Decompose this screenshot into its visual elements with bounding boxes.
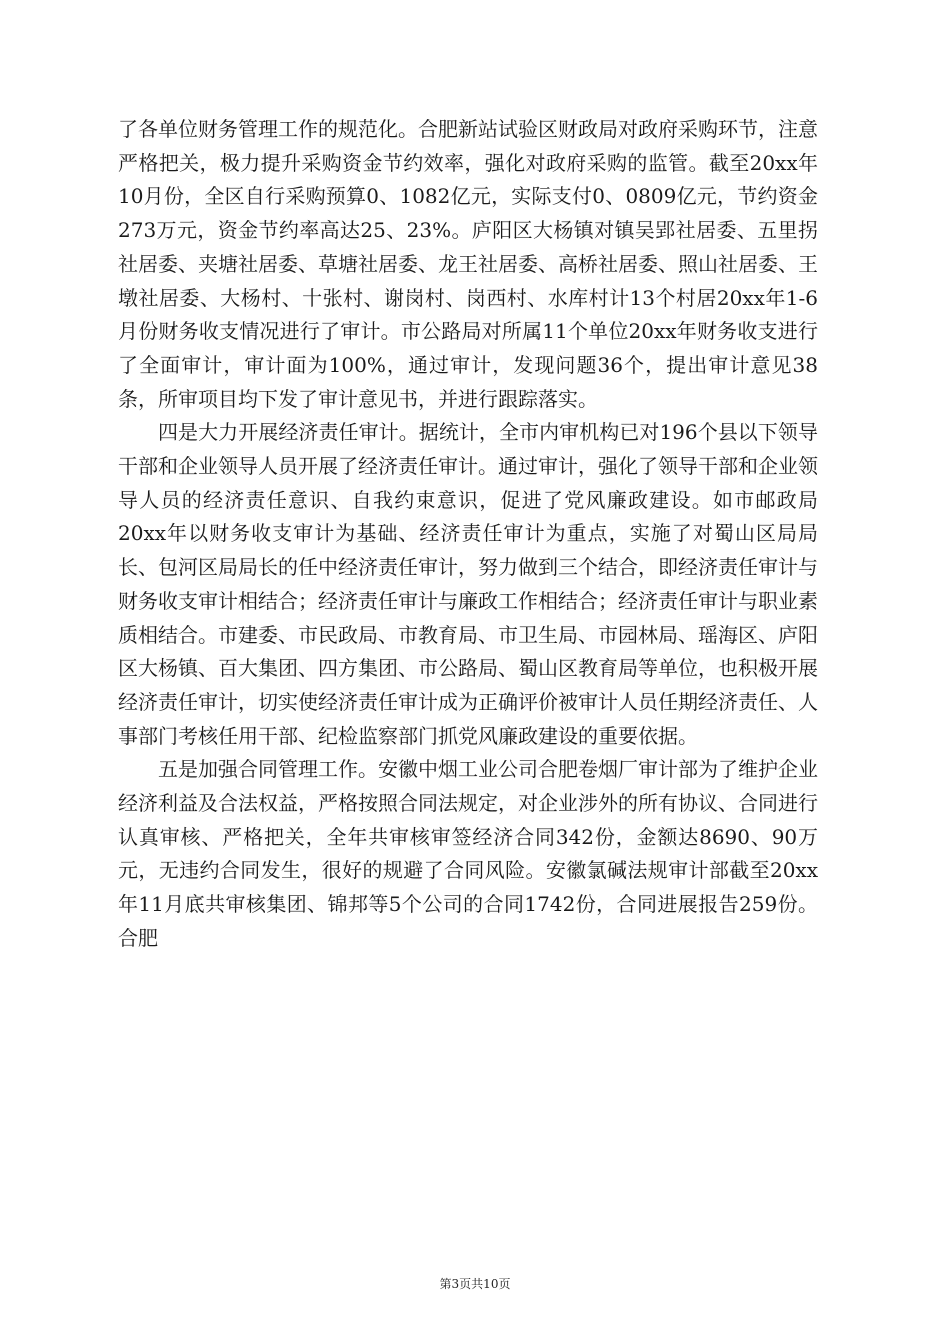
paragraph-3: 五是加强合同管理工作。安徽中烟工业公司合肥卷烟厂审计部为了维护企业经济利益及合法权益，严格按照合同法规定，对企业涉外的所有协议、合同进行认真审核、严格把关，全年共审核审签经济合同342份，金额达8690、90万元，无违约合同发生，很好的规避了合同风险。安徽氯碱法规审计部截至20xx年11月底共审核集团、锦邦等5个公司的合同1742份，合同进展报告259份。合肥	[118, 757, 818, 950]
paragraph-1: 了各单位财务管理工作的规范化。合肥新站试验区财政局对政府采购环节，注意严格把关，极力提升采购资金节约效率，强化对政府采购的监管。截至20xx年10月份，全区自行采购预算0、1082亿元，实际支付0、0809亿元，节约资金273万元，资金节约率高达25、23%。庐阳区大杨镇对镇吴郢社居委、五里拐社居委、夹塘社居委、草塘社居委、龙王社居委、高桥社居委、照山社居委、王墩社居委、大杨村、十张村、谢岗村、岗西村、水库村计13个村居20xx年1-6月份财务收支情况进行了审计。市公路局对所属11个单位20xx年财务收支进行了全面审计，审计面为100%，通过审计，发现问题36个，提出审计意见38条，所审项目均下发了审计意见书，并进行跟踪落实。	[118, 117, 818, 411]
page-number-footer: 第3页共10页	[439, 1277, 511, 1291]
document-body	[118, 113, 818, 956]
paragraph-2: 四是大力开展经济责任审计。据统计，全市内审机构已对196个县以下领导干部和企业领导人员开展了经济责任审计。通过审计，强化了领导干部和企业领导人员的经济责任意识、自我约束意识，促进了党风廉政建设。如市邮政局20xx年以财务收支审计为基础、经济责任审计为重点，实施了对蜀山区局局长、包河区局局长的任中经济责任审计，努力做到三个结合，即经济责任审计与财务收支审计相结合；经济责任审计与廉政工作相结合；经济责任审计与职业素质相结合。市建委、市民政局、市教育局、市卫生局、市园林局、瑶海区、庐阳区大杨镇、百大集团、四方集团、市公路局、蜀山区教育局等单位，也积极开展经济责任审计，切实使经济责任审计成为正确评价被审计人员任期经济责任、人事部门考核任用干部、纪检监察部门抓党风廉政建设的重要依据。	[118, 420, 818, 748]
